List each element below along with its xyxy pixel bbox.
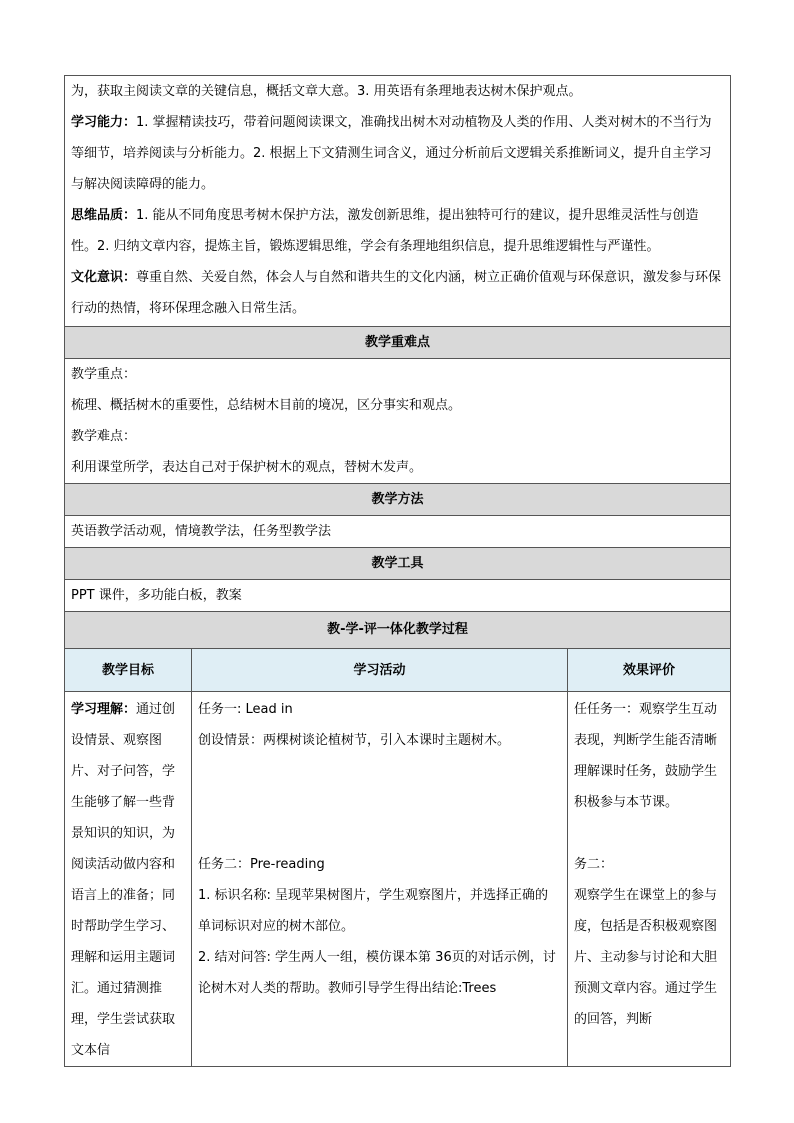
learning-ability-text: 1. 掌握精读技巧，带着问题阅读课文，准确找出树木对动植物及人类的作用、人类对树木的不当行为等细节，培养阅读与分析能力。2. 根据上下文猜测生词含义，通过分析前后文逻辑关系推断词义，提升自主学习与解决阅读障碍的能力。 xyxy=(71,115,712,192)
goal-text: 通过创设情景、观察图片、对子问答，学生能够了解一些背景知识的知识，为阅读活动做内容和语言上的准备；同时帮助学生学习、理解和运用主题词汇。通过猜测推理，学生尝试获取文本信 xyxy=(71,702,176,1058)
key-points-header-row xyxy=(65,327,731,359)
activity-cell xyxy=(192,692,568,1067)
thinking-quality-label: 思维品质： xyxy=(71,208,137,223)
column-header-evaluation: 效果评价 xyxy=(568,649,731,692)
objectives-cell xyxy=(65,76,731,327)
cultural-awareness-text: 尊重自然、关爱自然，体会人与自然和谐共生的文化内涵，树立正确价值观与环保意识，激发参与环保行动的热情，将环保理念融入日常生活。 xyxy=(71,270,722,316)
methods-row xyxy=(65,516,731,548)
task1-title: 任务一: Lead in xyxy=(198,702,293,717)
objectives-continued-text: 为，获取主阅读文章的关键信息，概括文章大意。3. 用英语有条理地表达树木保护观点。 xyxy=(71,84,582,99)
difficulty-text: 利用课堂所学，表达自己对于保护树木的观点，替树木发声。 xyxy=(71,460,423,475)
column-header-activity: 学习活动 xyxy=(192,649,568,692)
process-columns-row xyxy=(65,649,731,692)
thinking-quality-paragraph xyxy=(71,200,724,262)
tools-header-row xyxy=(65,548,731,580)
evaluation-task2-text: 观察学生在课堂上的参与度，包括是否积极观察图片、主动参与讨论和大胆预测文章内容。通过学生的回答，判断 xyxy=(574,888,718,1027)
column-header-goal: 教学目标 xyxy=(65,649,192,692)
evaluation-task1: 任任务一：观察学生互动表现，判断学生能否清晰理解课时任务，鼓励学生积极参与本节课。 xyxy=(574,702,718,810)
tools-row xyxy=(65,580,731,612)
spacer xyxy=(198,818,561,849)
key-points-header: 教学重难点 xyxy=(65,327,731,359)
spacer xyxy=(574,818,724,849)
evaluation-task2-title: 务二： xyxy=(574,857,614,872)
focus-label: 教学重点： xyxy=(71,367,137,382)
tools-header: 教学工具 xyxy=(65,548,731,580)
methods-header-row xyxy=(65,484,731,516)
cultural-awareness-label: 文化意识： xyxy=(71,270,137,285)
lesson-plan-table xyxy=(64,75,731,1067)
process-content-row xyxy=(65,692,731,1067)
process-header: 教-学-评一体化教学过程 xyxy=(65,612,731,649)
spacer xyxy=(198,756,561,818)
cultural-awareness-paragraph xyxy=(71,262,724,324)
goal-label: 学习理解： xyxy=(71,702,137,717)
lesson-plan-document xyxy=(64,75,730,1067)
thinking-quality-text: 1. 能从不同角度思考树木保护方法，激发创新思维，提出独特可行的建议，提升思维灵活性与创造性。2. 归纳文章内容，提炼主旨，锻炼逻辑思维，学会有条理地组织信息，提升思维逻辑性与严谨性。 xyxy=(71,208,699,254)
methods-header: 教学方法 xyxy=(65,484,731,516)
task1-text: 创设情景：两棵树谈论植树节，引入本课时主题树木。 xyxy=(198,733,511,748)
learning-ability-label: 学习能力： xyxy=(71,115,137,130)
learning-ability-paragraph xyxy=(71,107,724,200)
key-points-row xyxy=(65,359,731,484)
methods-text: 英语教学活动观，情境教学法，任务型教学法 xyxy=(65,516,731,548)
objectives-row xyxy=(65,76,731,327)
tools-text: PPT 课件，多功能白板，教案 xyxy=(65,580,731,612)
key-points-cell xyxy=(65,359,731,484)
task2-item2: 2. 结对问答: 学生两人一组，模仿课本第 36页的对话示例，讨论树木对人类的帮助。教师引导学生得出结论:Trees xyxy=(198,950,556,996)
evaluation-cell xyxy=(568,692,731,1067)
task2-item1: 1. 标识名称: 呈现苹果树图片，学生观察图片，并选择正确的单词标识对应的树木部位。 xyxy=(198,888,549,934)
task2-title: 任务二：Pre-reading xyxy=(198,857,325,872)
goal-paragraph xyxy=(71,694,185,1066)
goal-cell xyxy=(65,692,192,1067)
process-header-row xyxy=(65,612,731,649)
difficulty-label: 教学难点： xyxy=(71,429,137,444)
focus-text: 梳理、概括树木的重要性，总结树木目前的境况，区分事实和观点。 xyxy=(71,398,462,413)
